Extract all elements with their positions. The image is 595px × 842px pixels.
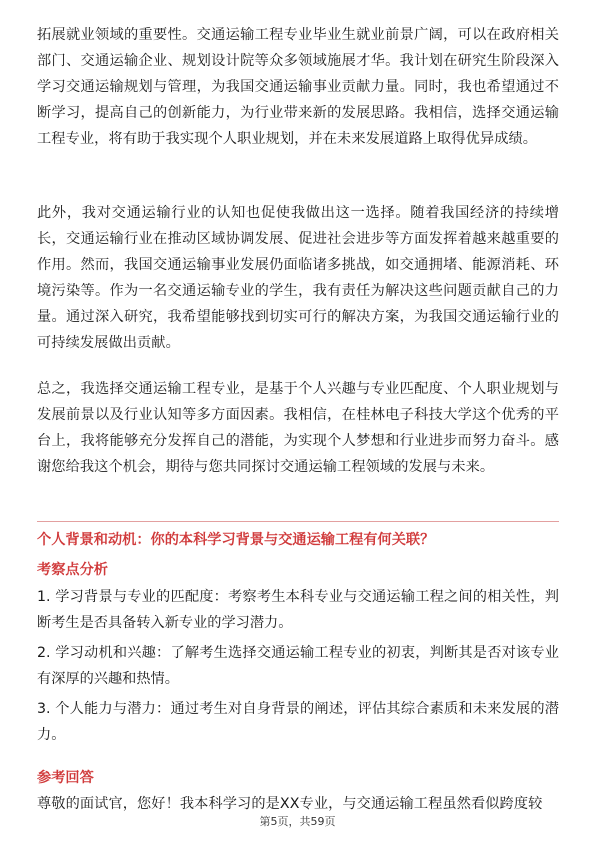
analysis-item-3: 3. 个人能力与潜力：通过考生对自身背景的阐述，评估其综合素质和未来发展的潜力。	[37, 701, 559, 743]
analysis-item-1: 1. 学习背景与专业的匹配度：考察考生本科专业与交通运输工程之间的相关性，判断考生是否具备转入新专业的学习潜力。	[37, 589, 559, 631]
body-paragraph-3: 总之，我选择交通运输工程专业，是基于个人兴趣与专业匹配度、个人职业规划与发展前景以及行业认知等多方面因素。我相信，在桂林电子科技大学这个优秀的平台上，我将能够充分发挥自己的潜能，为实现个人梦想和行业进步而努力奋斗。感谢您给我这个机会，期待与您共同探讨交通运输工程领域的发展与未来。	[37, 381, 559, 475]
section-divider	[37, 521, 559, 522]
analysis-list	[37, 584, 559, 752]
question-heading: 个人背景和动机：你的本科学习背景与交通运输工程有何关联？	[37, 532, 435, 548]
analysis-title: 考察点分析	[37, 562, 108, 578]
reference-answer: 尊敬的面试官，您好！我本科学习的是XX专业，与交通运输工程虽然看似跨度较	[37, 796, 543, 812]
page-footer: 第5页，共59页	[259, 815, 336, 828]
reference-title: 参考回答	[37, 770, 94, 786]
body-paragraph-2: 此外，我对交通运输行业的认知也促使我做出这一选择。随着我国经济的持续增长，交通运输行业在推动区域协调发展、促进社会进步等方面发挥着越来越重要的作用。然而，我国交通运输事业发展仍面临诸多挑战，如交通拥堵、能源消耗、环境污染等。作为一名交通运输专业的学生，我有责任为解决这些问题贡献自己的力量。通过深入研究，我希望能够找到切实可行的解决方案，为我国交通运输行业的可持续发展做出贡献。	[37, 205, 559, 351]
analysis-item-2: 2. 学习动机和兴趣：了解考生选择交通运输工程专业的初衷，判断其是否对该专业有深厚的兴趣和热情。	[37, 645, 559, 687]
body-paragraph-1: 拓展就业领域的重要性。交通运输工程专业毕业生就业前景广阔，可以在政府相关部门、交通运输企业、规划设计院等众多领域施展才华。我计划在研究生阶段深入学习交通运输规划与管理，为我国交通运输事业贡献力量。同时，我也希望通过不断学习，提高自己的创新能力，为行业带来新的发展思路。我相信，选择交通运输工程专业，将有助于我实现个人职业规划，并在未来发展道路上取得优异成绩。	[37, 27, 559, 147]
